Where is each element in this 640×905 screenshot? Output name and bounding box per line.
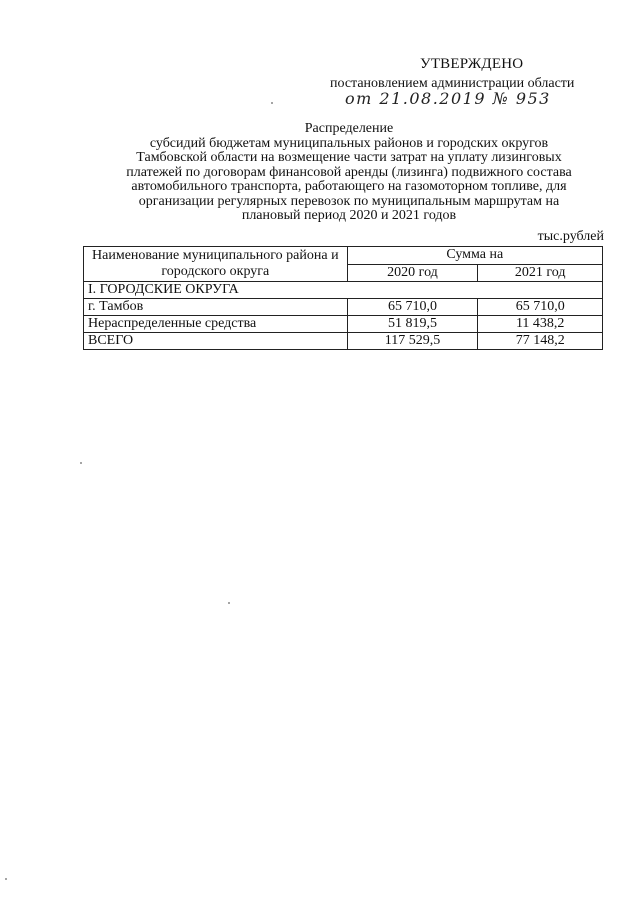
title-line: субсидий бюджетам муниципальных районов и городских округов [149, 135, 549, 151]
title-line: организации регулярных перевозок по муниципальным маршрутам на [138, 193, 560, 209]
header-name-cell: Наименование муниципального района и городского округа [84, 247, 348, 282]
title-line: Тамбовской области на возмещение части затрат на уплату лизинговых [136, 150, 562, 165]
scan-speck [80, 462, 82, 464]
title-line: платежей по договорам финансовой аренды (лизинга) подвижного состава [126, 164, 572, 180]
table-header-row [84, 247, 603, 265]
approved-stamp: УТВЕРЖДЕНО [420, 56, 524, 72]
table-total-row [84, 333, 603, 350]
row-value-2021: 77 148,2 [478, 333, 603, 350]
title-line: плановый период 2020 и 2021 годов [241, 208, 457, 223]
handwritten-date-number: от 21.08.2019 № 953 [345, 89, 551, 108]
scan-speck [5, 878, 7, 880]
document-title [106, 122, 592, 224]
table-row [84, 316, 603, 333]
header-year-2021: 2021 год [478, 264, 603, 282]
row-name: г. Тамбов [84, 299, 348, 316]
unit-label: тыс.рублей [537, 229, 604, 244]
row-value-2021: 65 710,0 [478, 299, 603, 316]
section-label: I. ГОРОДСКИЕ ОКРУГА [84, 282, 603, 299]
header-sum-cell: Сумма на [347, 247, 602, 265]
row-name: Нераспределенные средства [84, 316, 348, 333]
row-value-2020: 117 529,5 [347, 333, 478, 350]
title-line: Распределение [304, 121, 394, 136]
row-name: ВСЕГО [84, 333, 348, 350]
scan-speck [228, 602, 230, 604]
section-row [84, 282, 603, 299]
row-value-2021: 11 438,2 [478, 316, 603, 333]
table-row [84, 299, 603, 316]
header-year-2020: 2020 год [347, 264, 478, 282]
distribution-table [83, 246, 603, 350]
scan-speck [271, 102, 273, 104]
row-value-2020: 51 819,5 [347, 316, 478, 333]
row-value-2020: 65 710,0 [347, 299, 478, 316]
decree-line: постановлением администрации области [330, 76, 575, 91]
title-line: автомобильного транспорта, работающего на газомоторном топливе, для [131, 179, 567, 194]
